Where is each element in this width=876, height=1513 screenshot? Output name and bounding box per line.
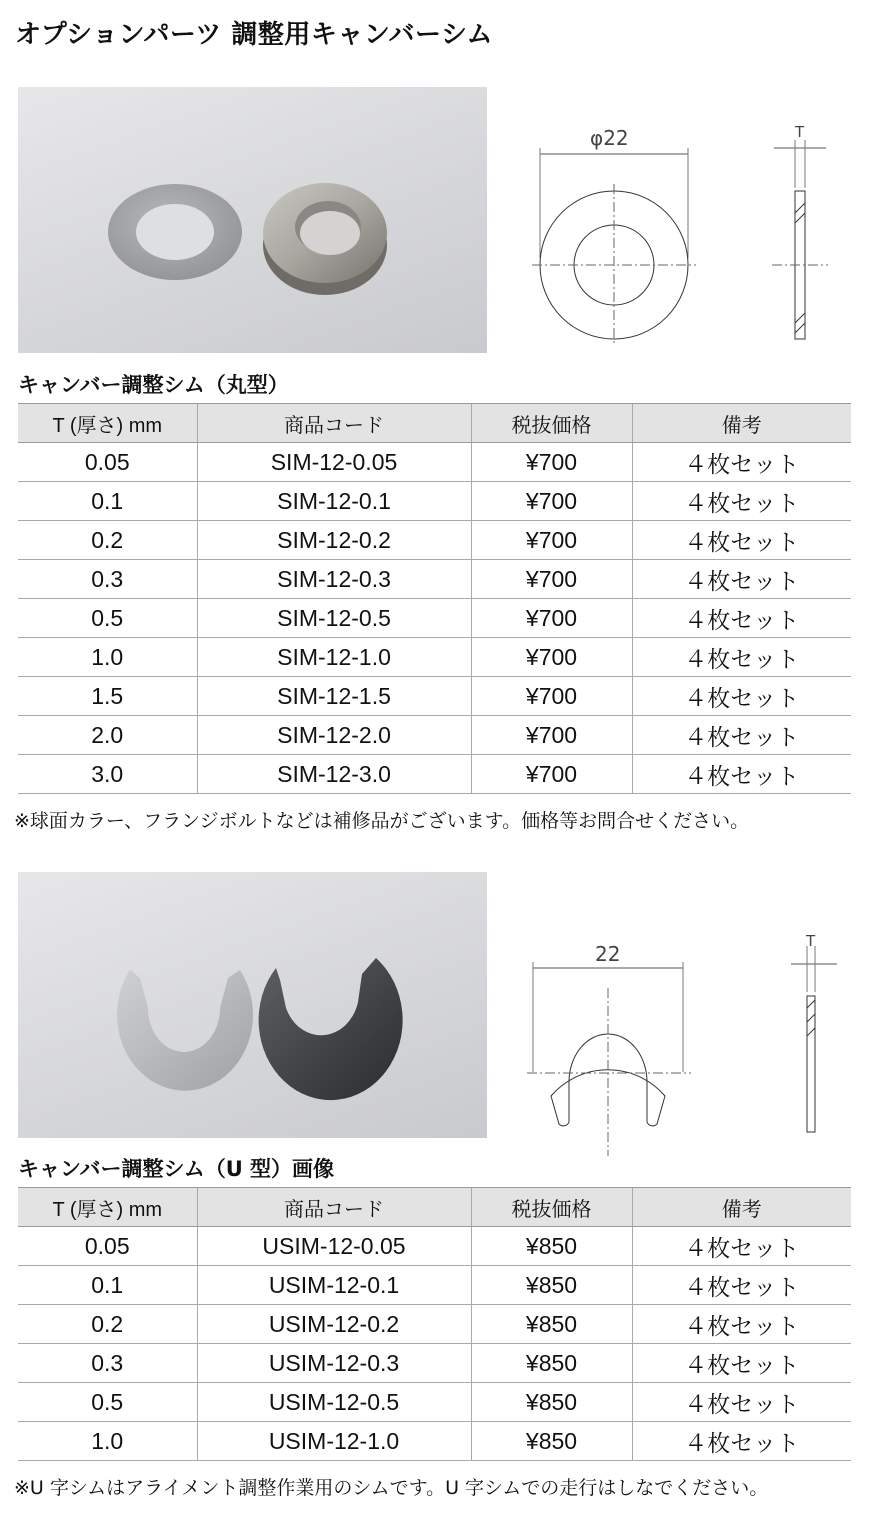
thickness-label: T	[795, 123, 805, 141]
column-header-price: 税抜価格	[471, 1188, 632, 1227]
table-header-row	[18, 404, 851, 443]
code-cell: SIM-12-1.0	[197, 638, 471, 677]
u-shim-drawing	[515, 932, 845, 1160]
thickness-cell: 0.1	[18, 1266, 197, 1305]
code-cell: USIM-12-0.05	[197, 1227, 471, 1266]
code-cell: SIM-12-0.5	[197, 599, 471, 638]
table-row	[18, 560, 851, 599]
table-header-row	[18, 1188, 851, 1227]
table-row	[18, 482, 851, 521]
price-cell: ¥700	[471, 482, 632, 521]
thickness-cell: 1.0	[18, 638, 197, 677]
u-shim-photo	[18, 872, 487, 1138]
table-row	[18, 1266, 851, 1305]
table-row	[18, 638, 851, 677]
column-header-remark: 備考	[632, 1188, 851, 1227]
price-cell: ¥850	[471, 1344, 632, 1383]
remark-cell: ４枚セット	[632, 638, 851, 677]
column-header-code: 商品コード	[197, 1188, 471, 1227]
table-row	[18, 1305, 851, 1344]
column-header-thickness: T (厚さ) mm	[18, 404, 197, 443]
u-shim-note: ※U 字シムはアライメント調整作業用のシムです。U 字シムでの走行はしなでください。	[14, 1477, 769, 1499]
round-shim-table	[18, 403, 851, 794]
column-header-remark: 備考	[632, 404, 851, 443]
thickness-cell: 0.2	[18, 521, 197, 560]
page-title: オプションパーツ 調整用キャンバーシム	[15, 20, 493, 50]
price-cell: ¥700	[471, 755, 632, 794]
remark-cell: ４枚セット	[632, 599, 851, 638]
u-shim-table	[18, 1187, 851, 1461]
round-shim-note: ※球面カラー、フランジボルトなどは補修品がございます。価格等お問合せください。	[14, 810, 750, 832]
round-shim-photo	[18, 87, 487, 353]
code-cell: SIM-12-3.0	[197, 755, 471, 794]
remark-cell: ４枚セット	[632, 755, 851, 794]
thickness-label: T	[806, 932, 816, 950]
table-row	[18, 755, 851, 794]
table-row	[18, 677, 851, 716]
price-cell: ¥850	[471, 1305, 632, 1344]
code-cell: USIM-12-0.2	[197, 1305, 471, 1344]
code-cell: SIM-12-0.2	[197, 521, 471, 560]
column-header-price: 税抜価格	[471, 404, 632, 443]
table-row	[18, 1422, 851, 1461]
code-cell: USIM-12-0.5	[197, 1383, 471, 1422]
remark-cell: ４枚セット	[632, 443, 851, 482]
thickness-cell: 0.2	[18, 1305, 197, 1344]
code-cell: SIM-12-0.1	[197, 482, 471, 521]
thickness-cell: 1.0	[18, 1422, 197, 1461]
thickness-cell: 0.3	[18, 1344, 197, 1383]
remark-cell: ４枚セット	[632, 1305, 851, 1344]
code-cell: USIM-12-0.1	[197, 1266, 471, 1305]
thickness-cell: 0.3	[18, 560, 197, 599]
price-cell: ¥700	[471, 716, 632, 755]
remark-cell: ４枚セット	[632, 1227, 851, 1266]
thickness-cell: 0.1	[18, 482, 197, 521]
thickness-cell: 0.05	[18, 1227, 197, 1266]
price-cell: ¥700	[471, 638, 632, 677]
round-shim-section-title: キャンバー調整シム（丸型）	[18, 373, 289, 397]
price-cell: ¥700	[471, 599, 632, 638]
price-cell: ¥700	[471, 677, 632, 716]
thickness-cell: 3.0	[18, 755, 197, 794]
price-cell: ¥850	[471, 1227, 632, 1266]
thickness-cell: 0.5	[18, 1383, 197, 1422]
thickness-cell: 2.0	[18, 716, 197, 755]
price-cell: ¥850	[471, 1422, 632, 1461]
price-cell: ¥700	[471, 443, 632, 482]
thickness-cell: 0.5	[18, 599, 197, 638]
remark-cell: ４枚セット	[632, 1344, 851, 1383]
remark-cell: ４枚セット	[632, 482, 851, 521]
round-shim-drawing	[520, 118, 840, 350]
remark-cell: ４枚セット	[632, 677, 851, 716]
thickness-cell: 1.5	[18, 677, 197, 716]
remark-cell: ４枚セット	[632, 1266, 851, 1305]
width-label: 22	[595, 942, 621, 966]
price-cell: ¥700	[471, 560, 632, 599]
table-row	[18, 1383, 851, 1422]
price-cell: ¥850	[471, 1266, 632, 1305]
table-row	[18, 443, 851, 482]
remark-cell: ４枚セット	[632, 716, 851, 755]
table-row	[18, 521, 851, 560]
remark-cell: ４枚セット	[632, 1383, 851, 1422]
code-cell: SIM-12-0.05	[197, 443, 471, 482]
table-row	[18, 716, 851, 755]
code-cell: USIM-12-0.3	[197, 1344, 471, 1383]
code-cell: SIM-12-2.0	[197, 716, 471, 755]
price-cell: ¥700	[471, 521, 632, 560]
remark-cell: ４枚セット	[632, 1422, 851, 1461]
u-shim-section-title: キャンバー調整シム（U 型）画像	[18, 1157, 335, 1181]
table-row	[18, 599, 851, 638]
code-cell: USIM-12-1.0	[197, 1422, 471, 1461]
column-header-thickness: T (厚さ) mm	[18, 1188, 197, 1227]
table-row	[18, 1227, 851, 1266]
diameter-label: φ22	[590, 126, 629, 150]
table-row	[18, 1344, 851, 1383]
column-header-code: 商品コード	[197, 404, 471, 443]
price-cell: ¥850	[471, 1383, 632, 1422]
remark-cell: ４枚セット	[632, 560, 851, 599]
remark-cell: ４枚セット	[632, 521, 851, 560]
code-cell: SIM-12-1.5	[197, 677, 471, 716]
thickness-cell: 0.05	[18, 443, 197, 482]
code-cell: SIM-12-0.3	[197, 560, 471, 599]
